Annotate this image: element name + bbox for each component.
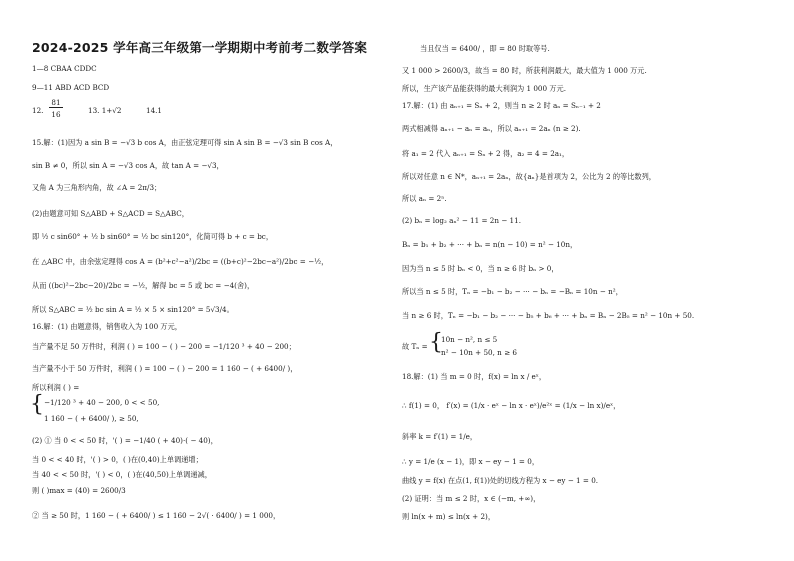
q14-answer: 14.1: [146, 106, 163, 115]
q17-piece-1: 10n − n², n ≤ 5: [441, 335, 498, 344]
q15-line-8: 所以 S△ABC = ½ bc sin A = ½ × 5 × sin120° = 5√3/4。: [32, 305, 234, 314]
r-line-2: 又 1 000 > 2600/3，故当 = 80 时，所获利润最大，最大值为 1 000 万元.: [402, 66, 647, 75]
piecewise-brace: {: [429, 330, 443, 355]
q16-line-6: 当 0 < < 40 时，'( ) > 0，( )在(0,40)上单调递增；: [32, 455, 203, 464]
document-title: 2024-2025 学年高三年级第一学期期中考前考二数学答案: [32, 40, 368, 55]
q15-line-1: 15.解：(1)因为 a sin B = −√3 b cos A，由正弦定理可得 sin A sin B = −√3 sin B cos A，: [32, 138, 338, 147]
q12-numerator: 81: [49, 98, 63, 108]
q17-line-5: 所以 aₙ = 2ⁿ.: [402, 194, 447, 203]
answer-1-8: 1—8 CBAA CDDC: [32, 64, 97, 73]
q16-piece-1: −1/120 ³ + 40 − 200, 0 < < 50,: [44, 398, 160, 407]
q16-line-3: 当产量不小于 50 万件时，利润 ( ) = 100 − ( ) − 200 = 1 160 − ( + 6400/ )，: [32, 364, 298, 373]
q12-label: 12.: [32, 106, 44, 115]
q18-line-7: 则 ln(x + m) ≤ ln(x + 2)，: [402, 512, 496, 521]
q15-line-7: 从而 ((bc)²−2bc−20)/2bc = −½，解得 bc = 5 或 bc = −4(舍)，: [32, 281, 255, 290]
q17-line-4: 所以对任意 n ∈ N*，aₙ₊₁ = 2aₙ，故{aₙ}是首项为 2，公比为 2 的等比数列，: [402, 172, 656, 181]
q15-line-3: 又角 A 为三角形内角，故 ∠A = 2π/3；: [32, 183, 162, 192]
q16-line-1: 16.解：(1) 由题意得，销售收入为 100 万元，: [32, 322, 182, 331]
answer-9-11: 9—11 ABD ACD BCD: [32, 83, 110, 92]
q17-conclusion-label: 故 Tₙ =: [402, 342, 428, 351]
piecewise-brace: {: [30, 392, 44, 417]
q17-line-2: 两式相减得 aₙ₊₁ − aₙ = aₙ，所以 aₙ₊₁ = 2aₙ (n ≥ 2).: [402, 124, 581, 133]
q16-line-7: 当 40 < < 50 时，'( ) < 0，( )在(40,50)上单调递减，: [32, 470, 212, 479]
q17-line-9: 所以当 n ≤ 5 时，Tₙ = −b₁ − b₂ − ··· − bₙ = −Bₙ = 10n − n²，: [402, 287, 623, 296]
r-line-1: 当且仅当 = 6400/ ，即 = 80 时取等号.: [420, 44, 550, 53]
q15-line-4: (2)由题意可知 S△ABD + S△ACD = S△ABC，: [32, 209, 189, 218]
q18-line-1: 18.解：(1) 当 m = 0 时，f(x) = ln x / eˣ，: [402, 372, 547, 381]
q17-line-3: 将 a₁ = 2 代入 aₙ₊₁ = Sₙ + 2 得，a₂ = 4 = 2a₁，: [402, 149, 570, 158]
q15-line-6: 在 △ABC 中，由余弦定理得 cos A = (b²+c²−a²)/2bc = ((b+c)²−2bc−a²)/2bc = −½，: [32, 257, 329, 266]
q17-piece-2: n² − 10n + 50, n ≥ 6: [441, 348, 517, 357]
q18-line-2: ∴ f(1) = 0， f′(x) = (1/x · eˣ − ln x · eˣ)/e²ˣ = (1/x − ln x)/eˣ，: [402, 401, 621, 410]
q17-line-7: Bₙ = b₁ + b₂ + ··· + bₙ = n(n − 10) = n² − 10n，: [402, 240, 578, 249]
q18-line-6: (2) 证明：当 m ≤ 2 时，x ∈ (−m, +∞)，: [402, 494, 541, 503]
q18-line-5: 曲线 y = f(x) 在点(1, f(1))处的切线方程为 x − ey − 1 = 0.: [402, 476, 599, 485]
q16-line-4: 所以利润 ( ) =: [32, 383, 80, 392]
q12-denominator: 16: [51, 110, 61, 119]
q17-line-1: 17.解：(1) 由 aₙ₊₁ = Sₙ + 2，则当 n ≥ 2 时 aₙ = Sₙ₋₁ + 2: [402, 101, 601, 110]
q16-line-9: ② 当 ≥ 50 时，1 160 − ( + 6400/ ) ≤ 1 160 − 2√( · 6400/ ) = 1 000，: [32, 511, 281, 520]
q16-piece-2: 1 160 − ( + 6400/ ), ≥ 50,: [44, 414, 139, 423]
q18-line-3: 斜率 k = f′(1) = 1/e，: [402, 432, 478, 441]
q18-line-4: ∴ y = 1/e (x − 1)，即 x − ey − 1 = 0，: [402, 457, 540, 466]
q17-line-10: 当 n ≥ 6 时，Tₙ = −b₁ − b₂ − ··· − b₅ + b₆ + ··· + bₙ = Bₙ − 2B₅ = n² − 10n + 50.: [402, 311, 695, 320]
q16-line-5: (2) ① 当 0 < < 50 时，'( ) = −1/40 ( + 40)·( − 40)，: [32, 436, 218, 445]
q16-line-8: 则 ( )max = (40) = 2600/3: [32, 486, 126, 495]
r-line-3: 所以，生产该产品能获得的最大利润为 1 000 万元.: [402, 84, 566, 93]
q17-line-8: 因为当 n ≤ 5 时 bₙ < 0，当 n ≥ 6 时 bₙ > 0，: [402, 264, 559, 273]
q17-line-6: (2) bₙ = log₂ aₙ² − 11 = 2n − 11.: [402, 216, 521, 225]
q13-answer: 13. 1+√2: [88, 106, 122, 115]
q15-line-5: 即 ½ c sin60° + ½ b sin60° = ½ bc sin120°，化简可得 b + c = bc，: [32, 232, 274, 241]
q15-line-2: sin B ≠ 0，所以 sin A = −√3 cos A，故 tan A = −√3，: [32, 161, 224, 170]
q16-line-2: 当产量不足 50 万件时，利润 ( ) = 100 − ( ) − 200 = −1/120 ³ + 40 − 200；: [32, 342, 296, 351]
